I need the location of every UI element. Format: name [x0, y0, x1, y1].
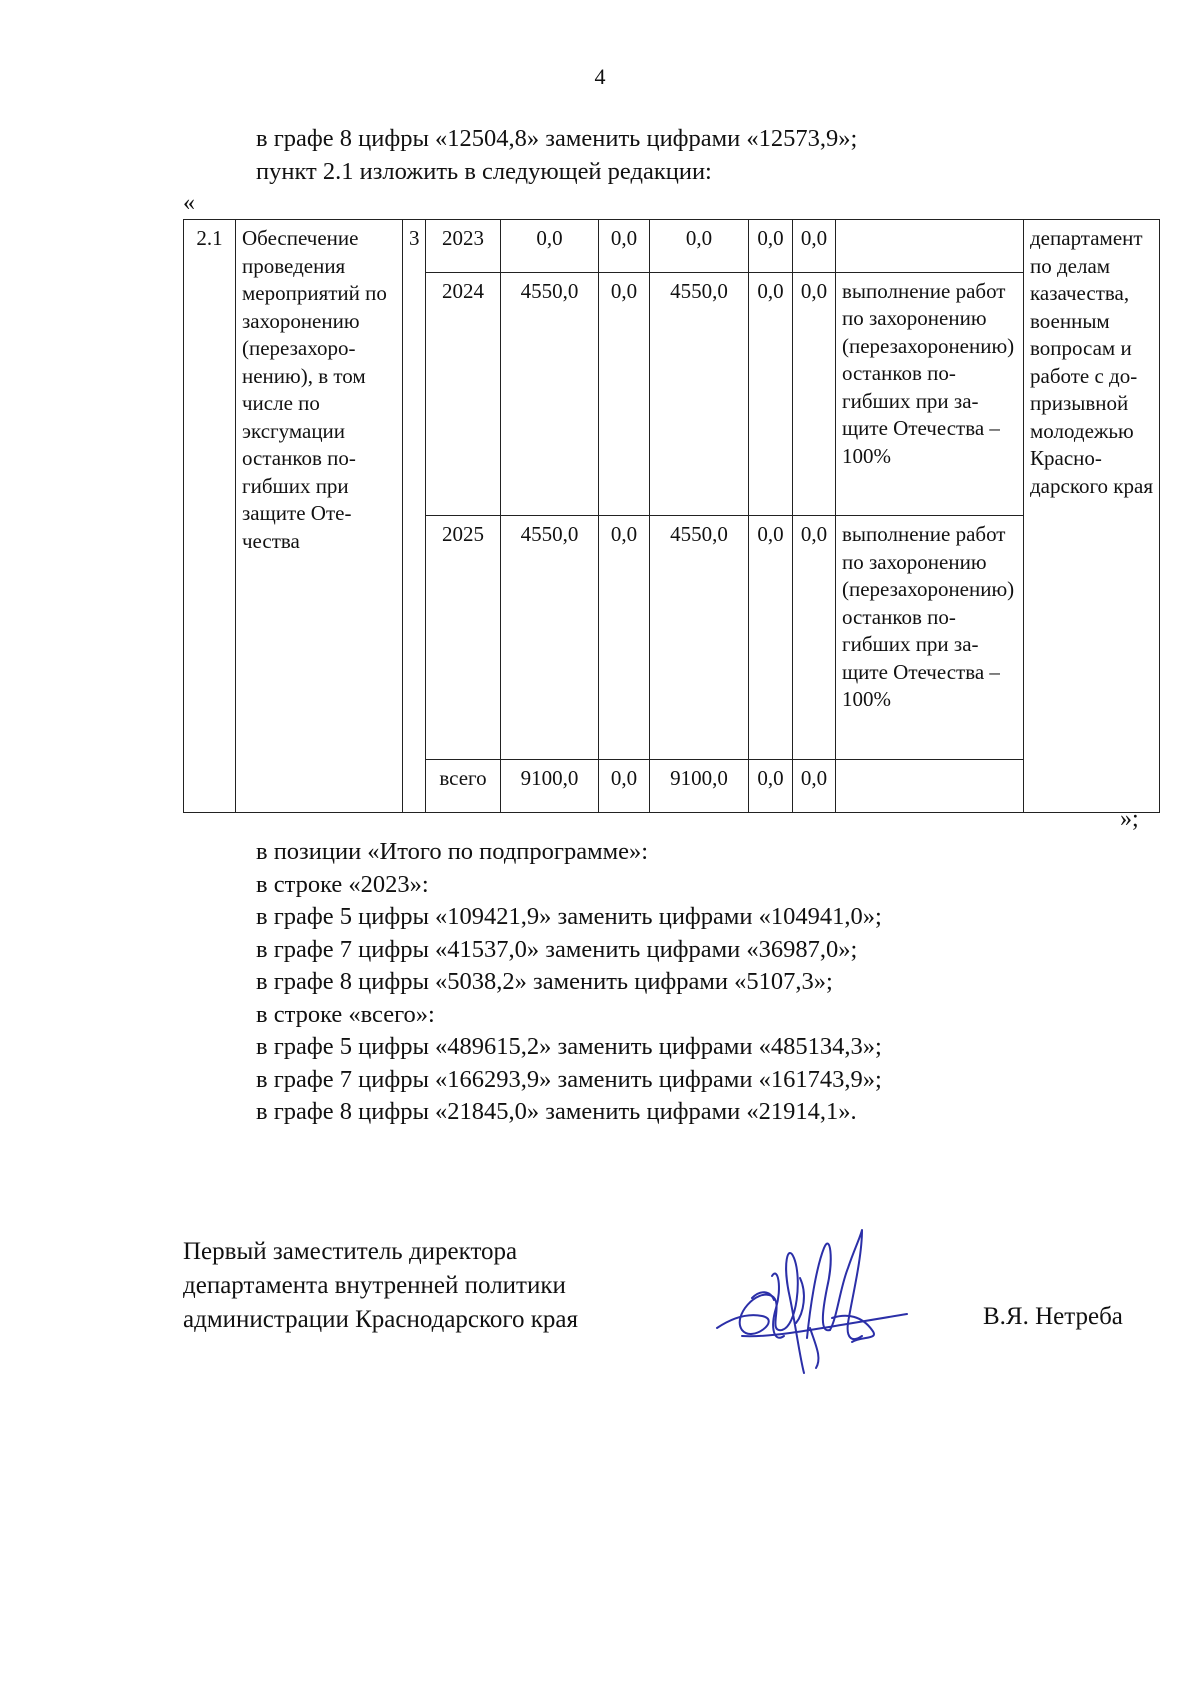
year-cell: 2023: [426, 220, 501, 273]
col6-cell: 0,0: [650, 220, 749, 273]
after-line-5: в графе 8 цифры «5038,2» заменить цифрами «5107,3»;: [256, 968, 833, 995]
signatory-name: В.Я. Нетреба: [983, 1303, 1123, 1330]
item-number-cell: 2.1: [184, 220, 236, 813]
col5-cell: 0,0: [599, 272, 650, 516]
quote-close: »;: [1120, 806, 1139, 832]
handwritten-signature: [712, 1218, 912, 1378]
page-number: 4: [594, 64, 606, 89]
result-cell: выполнение работ по захоронению (перезахоронению) останков погибших при защите Отечества – 100%: [836, 516, 1024, 760]
total-cell: 0,0: [501, 220, 599, 273]
col5-cell: 0,0: [599, 220, 650, 273]
signatory-title: [183, 1235, 578, 1337]
quote-open: «: [183, 190, 195, 216]
col7-cell: 0,0: [749, 220, 793, 273]
after-line-8: в графе 7 цифры «166293,9» заменить цифрами «161743,9»;: [256, 1066, 882, 1093]
year-cell: всего: [426, 760, 501, 813]
col6-cell: 9100,0: [650, 760, 749, 813]
result-cell: выполнение работ по захоронению (перезахоронению) останков погибших при защите Отечества – 100%: [836, 272, 1024, 516]
col7-cell: 0,0: [749, 516, 793, 760]
after-line-9: в графе 8 цифры «21845,0» заменить цифрами «21914,1».: [256, 1098, 857, 1125]
intro-line-2: пункт 2.1 изложить в следующей редакции:: [256, 158, 712, 185]
after-line-4: в графе 7 цифры «41537,0» заменить цифрами «36987,0»;: [256, 936, 858, 963]
year-cell: 2025: [426, 516, 501, 760]
measure-name-cell: Обеспечение проведения мероприятий по захоронению (перезахоронению), в том числе по эксгумации останков погибших при защите Отечества: [236, 220, 403, 813]
col8-cell: 0,0: [793, 516, 836, 760]
col7-cell: 0,0: [749, 272, 793, 516]
signatory-title-line: департамента внутренней политики: [183, 1272, 566, 1299]
col5-cell: 0,0: [599, 516, 650, 760]
amendment-table: [183, 219, 1160, 813]
col6-cell: 4550,0: [650, 516, 749, 760]
result-cell: [836, 220, 1024, 273]
year-cell: 2024: [426, 272, 501, 516]
col8-cell: 0,0: [793, 760, 836, 813]
intro-line-1: в графе 8 цифры «12504,8» заменить цифрами «12573,9»;: [256, 125, 858, 152]
col7-cell: 0,0: [749, 760, 793, 813]
after-line-1: в позиции «Итого по подпрограмме»:: [256, 838, 649, 865]
total-cell: 4550,0: [501, 272, 599, 516]
responsible-cell: департамент по делам казачества, военным вопросам и работе с допризывной молодежью Краснодарского края: [1024, 220, 1160, 813]
total-cell: 4550,0: [501, 516, 599, 760]
after-line-6: в строке «всего»:: [256, 1001, 435, 1028]
after-line-7: в графе 5 цифры «489615,2» заменить цифрами «485134,3»;: [256, 1033, 882, 1060]
after-line-2: в строке «2023»:: [256, 871, 429, 898]
signatory-title-line: администрации Краснодарского края: [183, 1306, 579, 1333]
col8-cell: 0,0: [793, 220, 836, 273]
result-cell: [836, 760, 1024, 813]
table-row: [184, 220, 1160, 273]
col5-cell: 0,0: [599, 760, 650, 813]
signatory-title-line: Первый заместитель директора: [183, 1238, 518, 1265]
col6-cell: 4550,0: [650, 272, 749, 516]
column-3-cell: 3: [403, 220, 426, 813]
col8-cell: 0,0: [793, 272, 836, 516]
after-line-3: в графе 5 цифры «109421,9» заменить цифрами «104941,0»;: [256, 903, 882, 930]
total-cell: 9100,0: [501, 760, 599, 813]
